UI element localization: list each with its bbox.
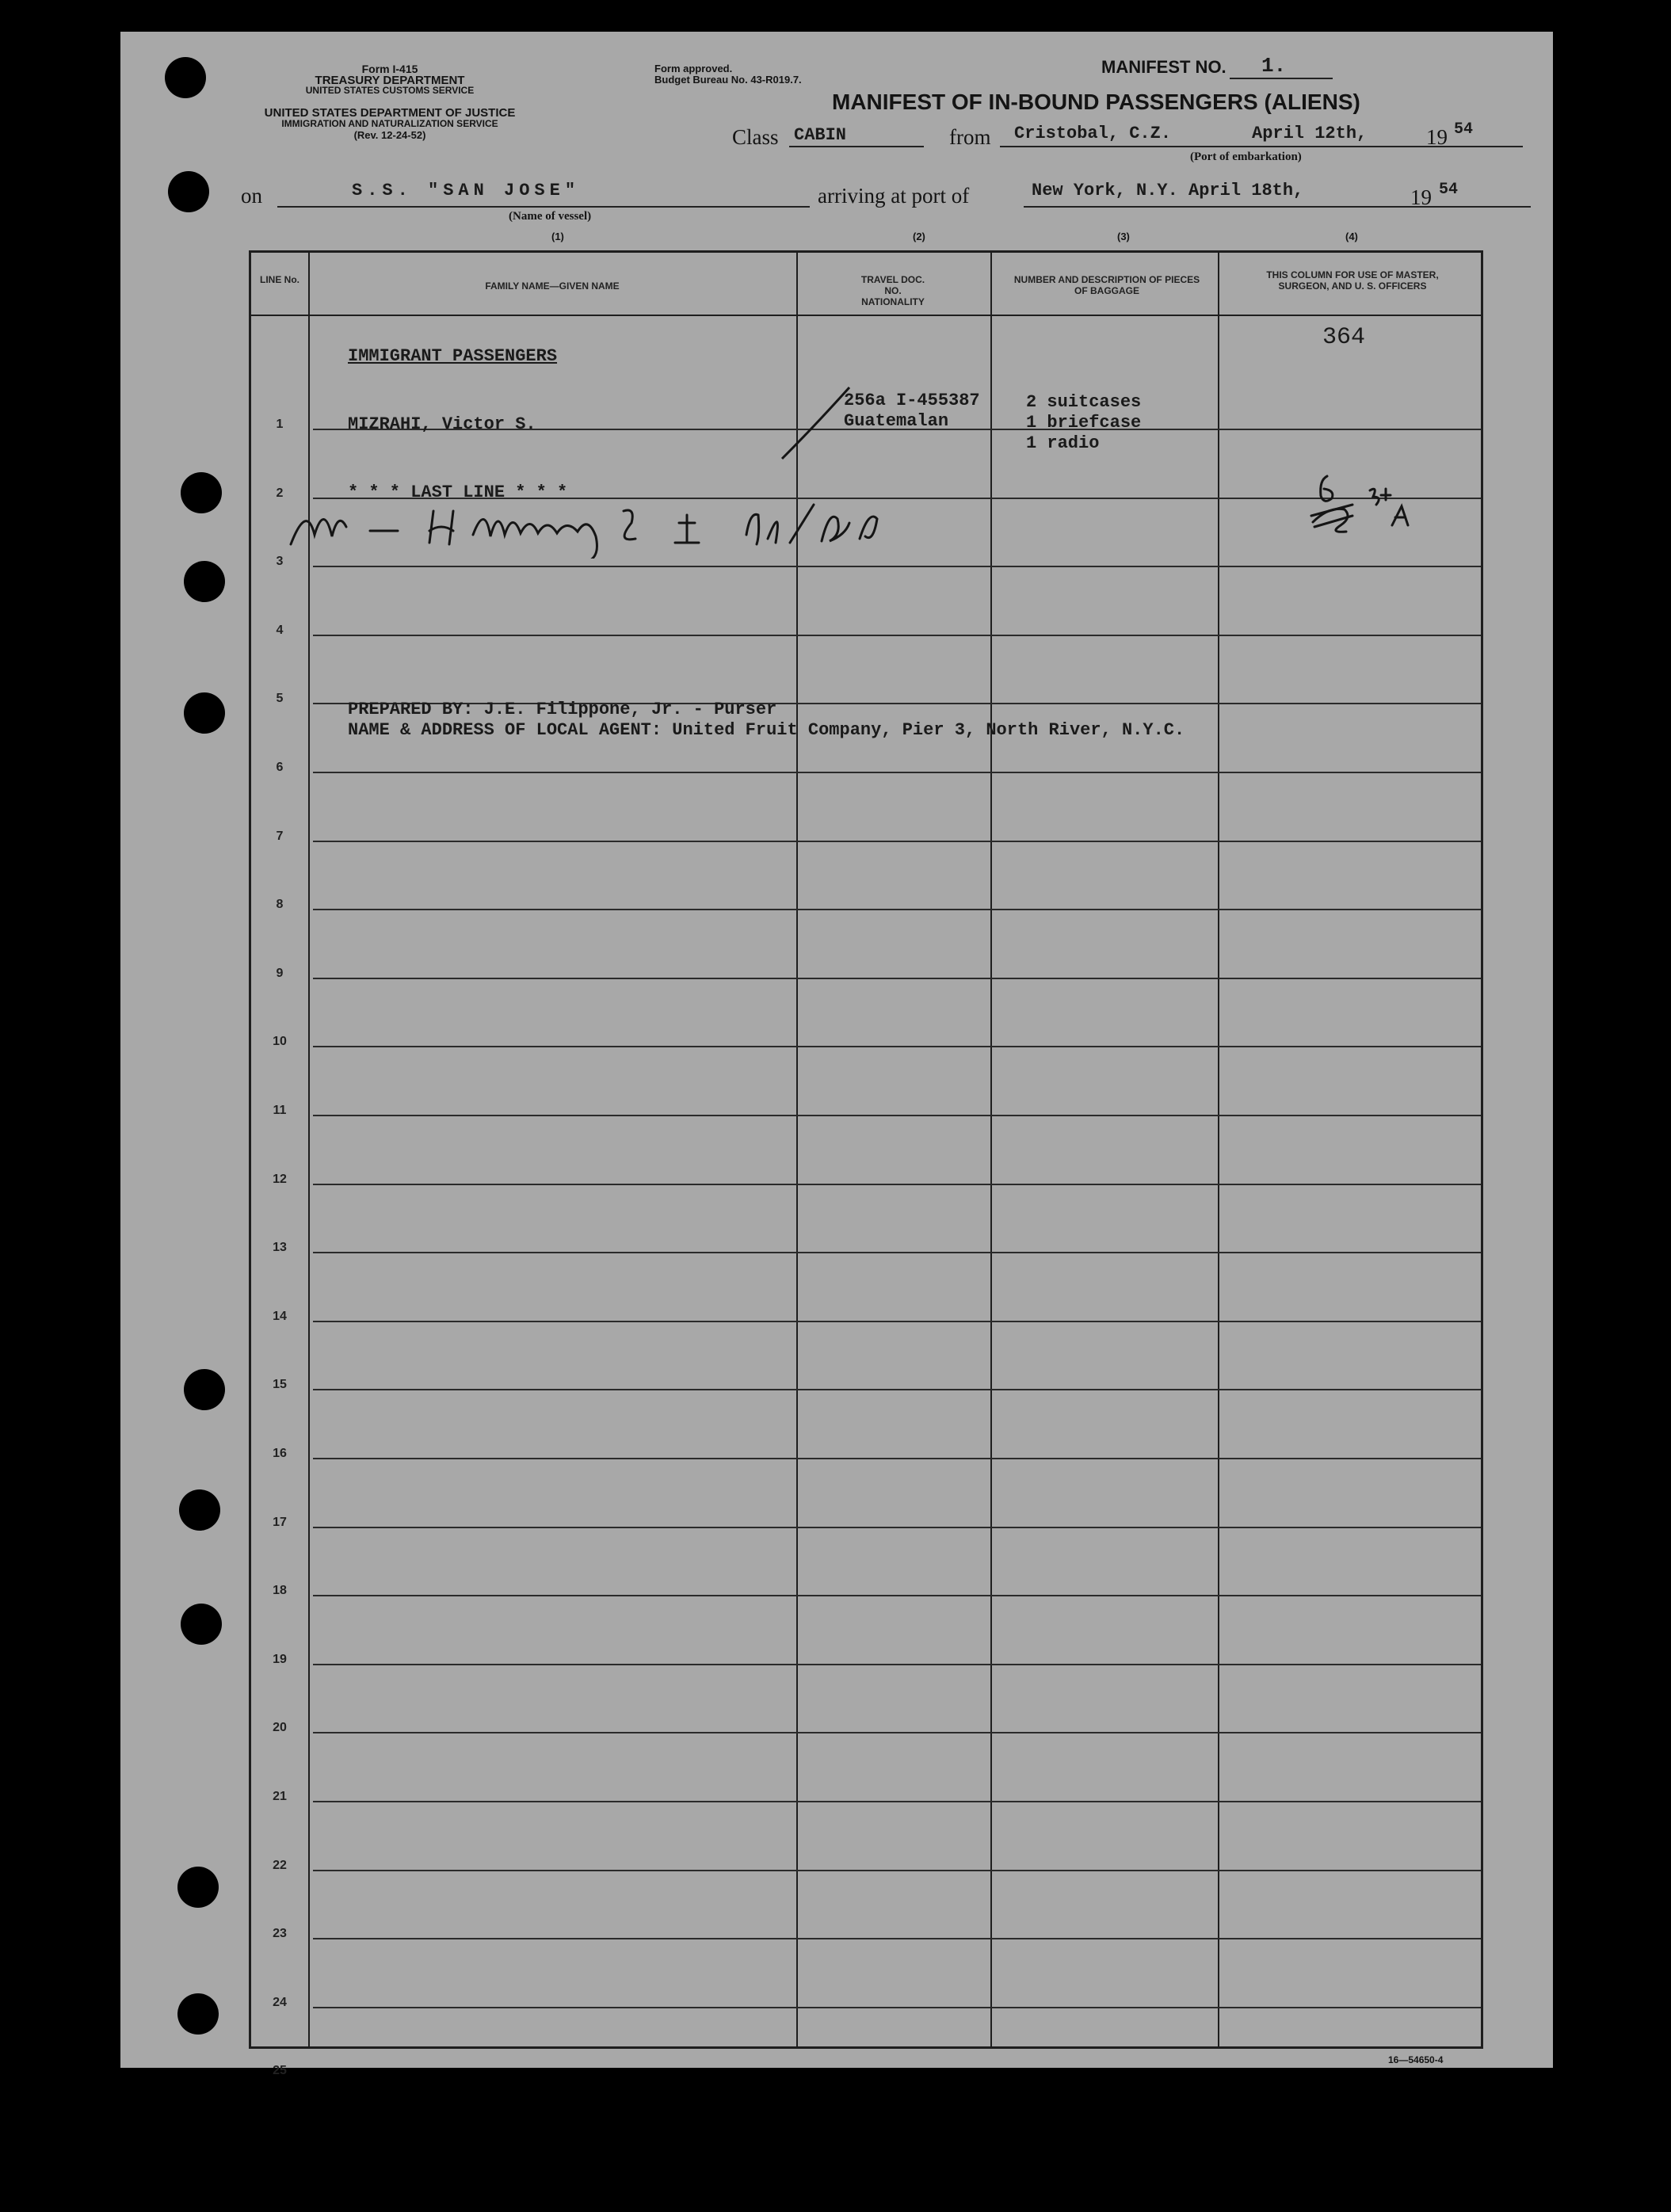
col-num-4: (4) xyxy=(1345,231,1358,242)
arrival-underline xyxy=(1024,206,1531,208)
from-date: April 12th, xyxy=(1252,124,1368,143)
binder-hole xyxy=(177,1993,219,2035)
officer-number: 364 xyxy=(1322,324,1366,351)
table-row-rule xyxy=(313,1732,1481,1733)
from-label: from xyxy=(949,125,991,149)
vessel-name: S.S. "SAN JOSE" xyxy=(352,181,581,200)
manifest-no-underline xyxy=(1230,78,1333,79)
col-num-3: (3) xyxy=(1117,231,1130,242)
binder-hole xyxy=(165,57,206,98)
line-number: 23 xyxy=(273,1927,287,1940)
vessel-caption: (Name of vessel) xyxy=(509,210,592,223)
line-number: 8 xyxy=(276,898,284,911)
table-row-rule xyxy=(313,1252,1481,1253)
class-underline xyxy=(789,146,924,147)
line-number: 13 xyxy=(273,1241,287,1254)
vessel-underline xyxy=(277,206,810,208)
table-row-rule xyxy=(313,909,1481,910)
class-label: Class xyxy=(732,125,779,149)
ins-name: IMMIGRATION AND NATURALIZATION SERVICE xyxy=(281,118,498,129)
table-row-rule xyxy=(313,772,1481,773)
manifest-no-label: MANIFEST NO. xyxy=(1101,57,1227,77)
port-of-embarkation-caption: (Port of embarkation) xyxy=(1190,151,1302,163)
binder-hole xyxy=(184,1369,225,1410)
table-row-rule xyxy=(313,1870,1481,1871)
from-value: Cristobal, C.Z. xyxy=(1014,124,1172,143)
table-row-rule xyxy=(313,566,1481,567)
customs-service: UNITED STATES CUSTOMS SERVICE xyxy=(305,85,475,96)
line-number: 2 xyxy=(276,486,284,500)
line-number: 21 xyxy=(273,1790,287,1803)
table-row-rule xyxy=(313,841,1481,842)
header-bottom-line xyxy=(251,315,1481,316)
line-number: 10 xyxy=(273,1035,287,1048)
line-number: 3 xyxy=(276,555,284,568)
binder-hole xyxy=(184,692,225,734)
manifest-no-value: 1. xyxy=(1261,54,1287,78)
line-number: 25 xyxy=(273,2064,287,2077)
table-row-rule xyxy=(313,1801,1481,1802)
treasury-department: TREASURY DEPARTMENT xyxy=(315,74,465,87)
table-row-rule xyxy=(313,1115,1481,1116)
inspector-signature xyxy=(283,487,1392,559)
binder-hole xyxy=(177,1867,219,1908)
nationality: Guatemalan xyxy=(844,411,949,431)
line-number: 11 xyxy=(273,1104,287,1117)
table-row-rule xyxy=(313,2007,1481,2008)
line-number: 15 xyxy=(273,1378,287,1391)
header-baggage: NUMBER AND DESCRIPTION OF PIECES OF BAGGAGE xyxy=(1013,274,1200,296)
binder-hole xyxy=(168,171,209,212)
manifest-sheet xyxy=(120,32,1553,2077)
line-number: 7 xyxy=(276,830,284,843)
line-number: 18 xyxy=(273,1584,287,1597)
binder-hole xyxy=(179,1489,220,1531)
line-number: 4 xyxy=(276,624,284,637)
passenger-name: MIZRAHI, Victor S. xyxy=(348,414,536,434)
table-row-rule xyxy=(313,978,1481,979)
arrival-value: New York, N.Y. April 18th, xyxy=(1032,181,1304,200)
form-print-code: 16—54650-4 xyxy=(1388,2054,1444,2065)
table-row-rule xyxy=(313,1938,1481,1939)
line-number: 9 xyxy=(276,967,284,980)
pen-stroke-diagonal xyxy=(774,379,861,467)
line-number: 20 xyxy=(273,1721,287,1734)
year-prefix-1: 19 xyxy=(1426,125,1448,149)
line-number: 12 xyxy=(273,1173,287,1186)
line-number: 19 xyxy=(273,1653,287,1666)
table-row-rule xyxy=(313,1664,1481,1665)
table-row-rule xyxy=(313,1321,1481,1322)
line-number: 16 xyxy=(273,1447,287,1460)
header-name: FAMILY NAME—GIVEN NAME xyxy=(485,280,620,292)
officer-annotation xyxy=(1297,460,1416,540)
line-number: 17 xyxy=(273,1516,287,1529)
binder-hole xyxy=(184,561,225,602)
year-suffix-2: 54 xyxy=(1439,181,1459,199)
table-row-rule xyxy=(313,1046,1481,1047)
table-row-rule xyxy=(313,1458,1481,1459)
class-value: CABIN xyxy=(794,125,847,145)
year-suffix-1: 54 xyxy=(1454,120,1474,139)
local-agent: NAME & ADDRESS OF LOCAL AGENT: United Fruit Company, Pier 3, North River, N.Y.C. xyxy=(348,720,1185,740)
budget-bureau: Budget Bureau No. 43-R019.7. xyxy=(654,74,802,86)
col-num-2: (2) xyxy=(913,231,925,242)
table-row-rule xyxy=(313,635,1481,636)
binder-hole xyxy=(181,1604,222,1645)
line-number: 6 xyxy=(276,761,284,774)
table-row-rule xyxy=(313,1595,1481,1596)
prepared-by: PREPARED BY: J.E. Filippone, Jr. - Purser xyxy=(348,700,777,719)
form-approved: Form approved. xyxy=(654,63,733,74)
binder-hole xyxy=(181,472,222,513)
section-heading: IMMIGRANT PASSENGERS xyxy=(348,346,558,366)
department-of-justice: UNITED STATES DEPARTMENT OF JUSTICE xyxy=(264,106,516,120)
table-row-rule xyxy=(313,1389,1481,1390)
header-officers: THIS COLUMN FOR USE OF MASTER, SURGEON, AND U. S. OFFICERS xyxy=(1266,269,1439,292)
table-row-rule xyxy=(313,1527,1481,1528)
line-number: 14 xyxy=(273,1310,287,1323)
baggage-line-2: 1 briefcase xyxy=(1026,413,1142,433)
table-row-rule xyxy=(313,1184,1481,1185)
line-number: 22 xyxy=(273,1859,287,1872)
on-label: on xyxy=(241,184,262,208)
revision-date: (Rev. 12-24-52) xyxy=(353,129,426,141)
form-number: Form I-415 xyxy=(361,63,418,75)
line-number: 1 xyxy=(276,418,284,431)
last-line-marker: * * * LAST LINE * * * xyxy=(348,482,568,502)
line-number: 24 xyxy=(273,1996,287,2009)
baggage-line-1: 2 suitcases xyxy=(1026,392,1142,412)
col-num-1: (1) xyxy=(551,231,564,242)
line-number: 5 xyxy=(276,692,284,705)
baggage-line-3: 1 radio xyxy=(1026,433,1100,453)
year-prefix-2: 19 xyxy=(1410,185,1432,209)
header-travel: TRAVEL DOC. NO. NATIONALITY xyxy=(860,274,925,307)
arriving-label: arriving at port of xyxy=(818,184,970,208)
header-line-no: LINE No. xyxy=(260,274,299,285)
travel-doc-no: 256a I-455387 xyxy=(844,391,980,410)
manifest-title: MANIFEST OF IN-BOUND PASSENGERS (ALIENS) xyxy=(832,90,1360,114)
